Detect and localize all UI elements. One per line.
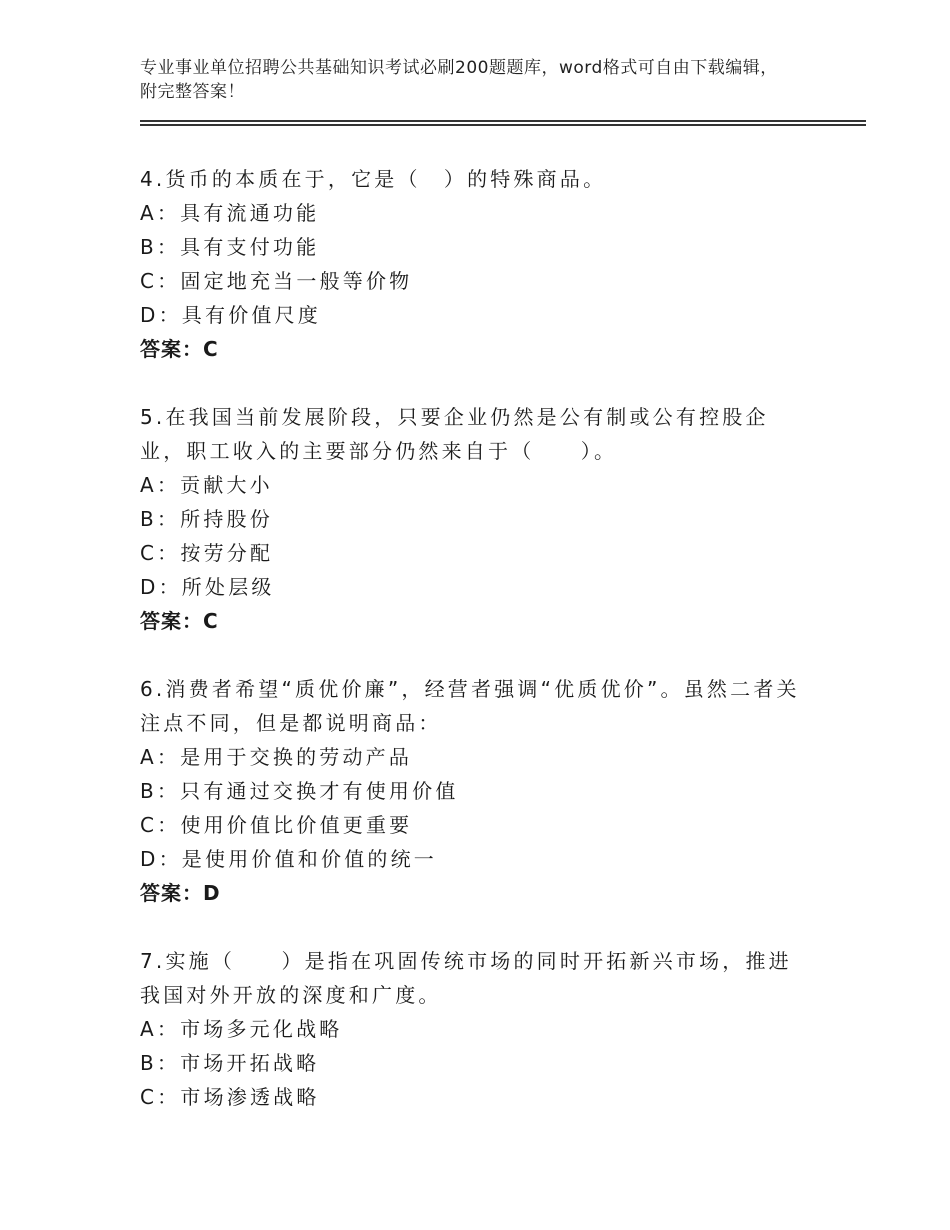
question-7 — [140, 944, 800, 1114]
option-d: D：是使用价值和价值的统一 — [140, 847, 438, 871]
question-stem: 5.在我国当前发展阶段，只要企业仍然是公有制或公有控股企业，职工收入的主要部分仍然来自于（ ）。 — [140, 405, 769, 463]
question-stem: 6.消费者希望“质优价廉”，经营者强调“优质优价”。虽然二者关注点不同，但是都说明商品： — [140, 677, 800, 735]
question-5 — [140, 400, 800, 638]
option-d: D：具有价值尺度 — [140, 303, 322, 327]
option-d: D：所处层级 — [140, 575, 275, 599]
option-c: C：按劳分配 — [140, 541, 274, 565]
option-a: A：具有流通功能 — [140, 201, 320, 225]
document-header: 专业事业单位招聘公共基础知识考试必刷200题题库，word格式可自由下载编辑，附完整答案！ — [140, 58, 778, 102]
option-a: A：市场多元化战略 — [140, 1017, 343, 1041]
option-b: B：只有通过交换才有使用价值 — [140, 779, 459, 803]
option-c: C：市场渗透战略 — [140, 1085, 320, 1109]
question-list — [140, 162, 800, 1148]
question-4 — [140, 162, 800, 366]
option-b: B：市场开拓战略 — [140, 1051, 320, 1075]
option-a: A：贡献大小 — [140, 473, 273, 497]
question-stem: 7.实施（ ）是指在巩固传统市场的同时开拓新兴市场，推进我国对外开放的深度和广度。 — [140, 949, 792, 1007]
option-b: B：具有支付功能 — [140, 235, 320, 259]
answer-label: 答案：D — [140, 881, 221, 905]
answer-label: 答案：C — [140, 337, 219, 361]
option-c: C：固定地充当一般等价物 — [140, 269, 413, 293]
question-6 — [140, 672, 800, 910]
header-divider-top — [140, 120, 866, 122]
question-stem: 4.货币的本质在于，它是（ ）的特殊商品。 — [140, 167, 607, 191]
option-c: C：使用价值比价值更重要 — [140, 813, 413, 837]
option-a: A：是用于交换的劳动产品 — [140, 745, 413, 769]
answer-label: 答案：C — [140, 609, 219, 633]
option-b: B：所持股份 — [140, 507, 273, 531]
header-divider-bottom — [140, 124, 866, 126]
